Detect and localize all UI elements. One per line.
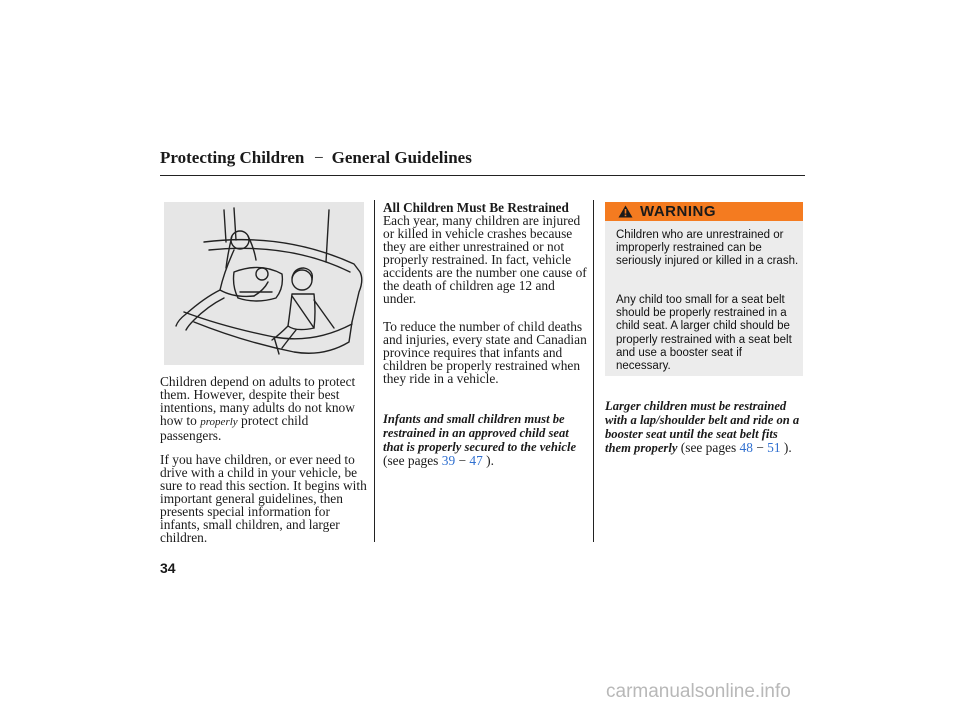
laws-paragraph: To reduce the number of child deaths and injuries, every state and Canadian province requires that infants and children be properly restrained when they ride in a vehicle.	[383, 319, 587, 386]
see-pages-close-right: ).	[780, 440, 792, 455]
intro-text: Children depend on adults to protect them. However, despite their best intentions, many adults do not know how to	[160, 374, 356, 428]
page-title: Protecting Children	[160, 148, 305, 167]
page-header	[160, 148, 805, 174]
warning-label: WARNING	[640, 203, 716, 220]
see-pages-text-right: (see pages	[677, 440, 740, 455]
see-pages-text: (see pages	[383, 453, 442, 468]
page-link-39[interactable]: 39	[441, 453, 456, 468]
infants-note-emphasis: Infants and small children must be restrained in an approved child seat that is properly secured to the vehicle	[383, 412, 577, 454]
watermark: carmanualsonline.info	[606, 681, 791, 702]
intro-paragraph	[160, 375, 372, 442]
larger-children-note	[605, 399, 805, 455]
larger-children-emphasis: Larger children must be restrained with a lap/shoulder belt and ride on a booster seat until the seat belt fits them properly	[605, 399, 800, 455]
infants-note	[383, 412, 588, 467]
emphasis-properly: properly	[200, 416, 238, 428]
warning-box	[605, 202, 803, 376]
child-seat-illustration	[164, 202, 364, 365]
column-divider-right	[593, 200, 594, 542]
warning-text-unrestrained: Children who are unrestrained or improperly restrained can be seriously injured or killed in a crash.	[616, 229, 799, 268]
page-link-51[interactable]: 51	[767, 440, 781, 455]
column-divider-left	[374, 200, 375, 542]
page-range-dash: −	[455, 453, 470, 468]
section-heading: All Children Must Be Restrained	[383, 200, 569, 215]
intro-text-end: protect child passengers.	[160, 413, 309, 443]
read-section-paragraph: If you have children, or ever need to drive with a child in your vehicle, be sure to read this section. It begins with important general guidelines, then presents special information for infants, small children, and larger children.	[160, 452, 367, 545]
title-separator: −	[314, 148, 324, 167]
page-number: 34	[160, 560, 176, 576]
illustration-drawing	[164, 202, 364, 365]
warning-text-booster: Any child too small for a seat belt should be properly restrained in a child seat. A larger child should be properly restrained with a seat belt and use a booster seat if necessary.	[616, 294, 792, 373]
restraint-paragraph: Each year, many children are injured or killed in vehicle crashes because they are either unrestrained or not properly restrained. In fact, vehicle accidents are the number one cause of the death of children age 12 and under.	[383, 213, 587, 306]
header-rule	[160, 175, 805, 176]
see-pages-close: ).	[482, 453, 494, 468]
page-subtitle	[314, 148, 472, 168]
warning-header	[605, 202, 803, 221]
page-link-48[interactable]: 48	[739, 440, 753, 455]
warning-triangle-icon	[618, 205, 633, 218]
page-subtitle-text: General Guidelines	[331, 148, 472, 167]
page-link-47[interactable]: 47	[469, 453, 483, 468]
page-range-dash-right: −	[752, 440, 768, 455]
